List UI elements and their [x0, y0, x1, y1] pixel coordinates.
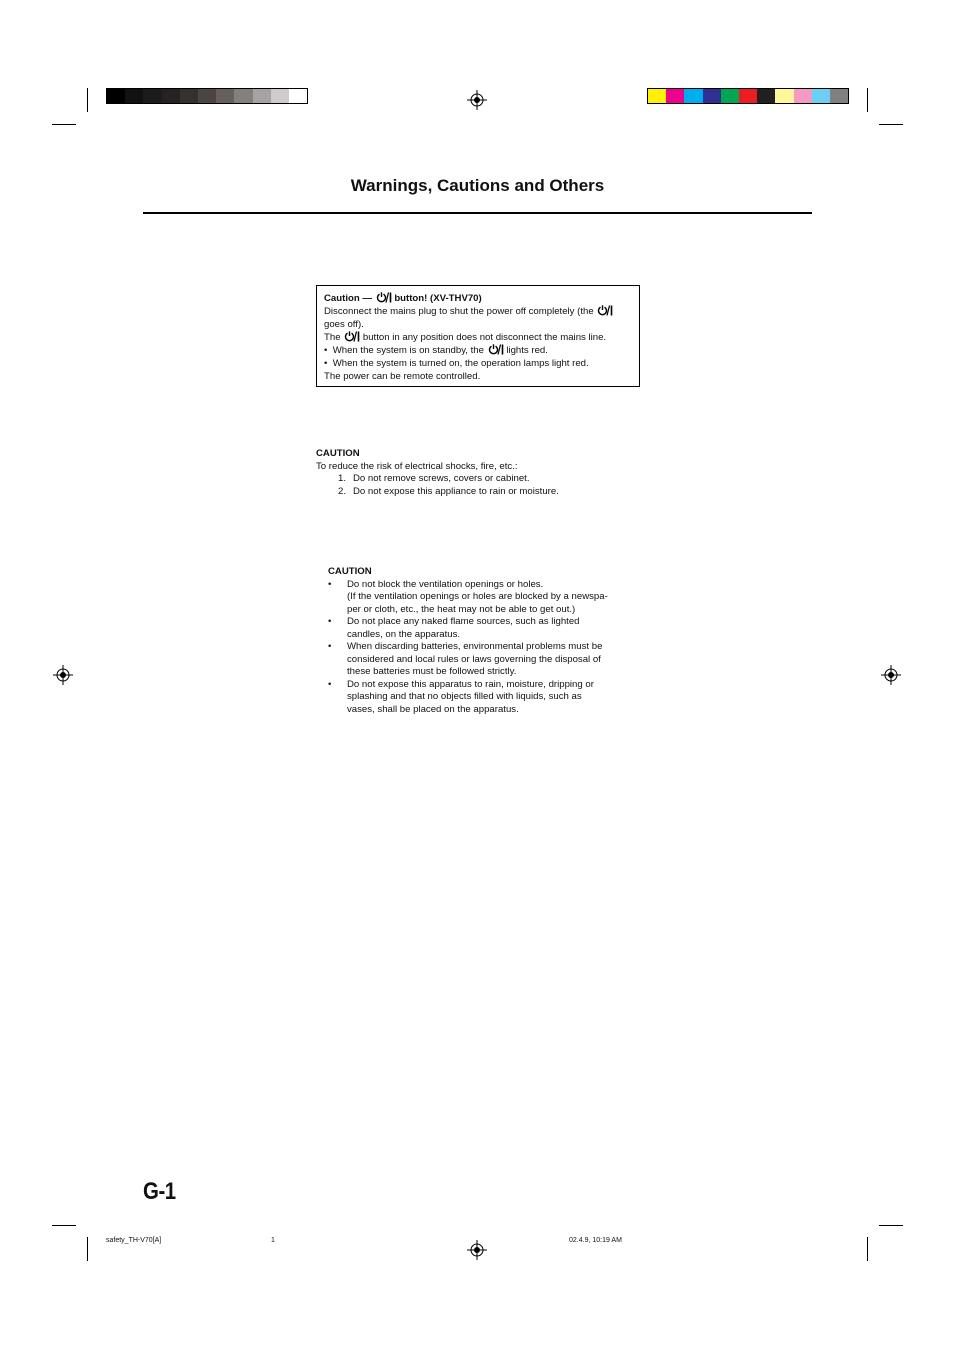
color-swatch [143, 89, 161, 103]
power-caution-line: goes off). [324, 319, 364, 330]
caution-heading: CAUTION [328, 566, 372, 577]
footer-page: 1 [271, 1237, 275, 1244]
power-caution-heading: Caution — button! (XV-THV70) [324, 293, 482, 304]
color-swatch [162, 89, 180, 103]
registration-mark-icon [881, 665, 901, 685]
gray-color-bar [106, 88, 308, 104]
registration-mark-icon [467, 1240, 487, 1260]
color-swatch [830, 89, 848, 103]
color-swatch [180, 89, 198, 103]
list-item: • Do not expose this apparatus to rain, moisture, dripping or splashing and that no objects filled with liquids, such as vases, shall be placed on the apparatus. [328, 678, 594, 715]
list-item: • When discarding batteries, environmental problems must be considered and local rules or laws governing the disposal of these batteries must be followed strictly. [328, 641, 603, 677]
list-item: 2. Do not expose this appliance to rain or moisture. [337, 485, 559, 497]
footer-filename: safety_TH-V70[A] [106, 1237, 162, 1244]
crop-mark [87, 1237, 88, 1261]
color-swatch [107, 89, 125, 103]
color-swatch [666, 89, 684, 103]
power-standby-icon [487, 344, 504, 355]
crop-mark [879, 1225, 903, 1226]
list-item: • Do not block the ventilation openings or holes. (If the ventilation openings or holes are blocked by a newspa- per or cloth, etc., the heat may not be able to get out.) [328, 578, 608, 615]
color-swatch [289, 89, 307, 103]
color-swatch [271, 89, 289, 103]
power-caution-bullet: • When the system is turned on, the operation lamps light red. [324, 358, 589, 369]
caution-section-ventilation [328, 566, 638, 716]
power-standby-icon [596, 305, 613, 316]
power-caution-line: Disconnect the mains plug to shut the power off completely (the [324, 305, 632, 318]
crop-mark [52, 1225, 76, 1226]
color-swatch [794, 89, 812, 103]
registration-mark-icon [467, 90, 487, 110]
process-color-bar [647, 88, 849, 104]
page-title: Warnings, Cautions and Others [350, 176, 605, 195]
color-swatch [812, 89, 830, 103]
color-swatch [684, 89, 702, 103]
title-rule [143, 212, 812, 214]
crop-mark [867, 88, 868, 112]
color-swatch [721, 89, 739, 103]
color-swatch [757, 89, 775, 103]
list-item: 1. Do not remove screws, covers or cabinet. [337, 473, 530, 484]
power-standby-icon [375, 292, 392, 303]
list-item: • Do not place any naked flame sources, such as lighted candles, on the apparatus. [328, 616, 580, 640]
power-caution-line: The button in any position does not disconnect the mains line. [324, 332, 607, 343]
color-swatch [739, 89, 757, 103]
footer-timestamp: 02.4.9, 10:19 AM [569, 1237, 622, 1244]
crop-mark [867, 1237, 868, 1261]
registration-mark-icon [53, 665, 73, 685]
page-number: G-1 [143, 1178, 176, 1205]
crop-mark [52, 124, 76, 125]
color-swatch [198, 89, 216, 103]
caution-section-electrical [316, 448, 646, 498]
color-swatch [125, 89, 143, 103]
color-swatch [775, 89, 793, 103]
caution-heading: CAUTION [316, 448, 360, 459]
color-swatch [703, 89, 721, 103]
caution-intro: To reduce the risk of electrical shocks, fire, etc.: [316, 460, 518, 472]
color-swatch [648, 89, 666, 103]
color-swatch [234, 89, 252, 103]
power-caution-bullet: • When the system is on standby, the lights red. [324, 345, 548, 356]
crop-mark [87, 88, 88, 112]
color-swatch [253, 89, 271, 103]
crop-mark [879, 124, 903, 125]
power-standby-icon [343, 331, 360, 342]
color-swatch [216, 89, 234, 103]
power-caution-box [316, 285, 640, 387]
power-caution-line: The power can be remote controlled. [324, 371, 481, 382]
